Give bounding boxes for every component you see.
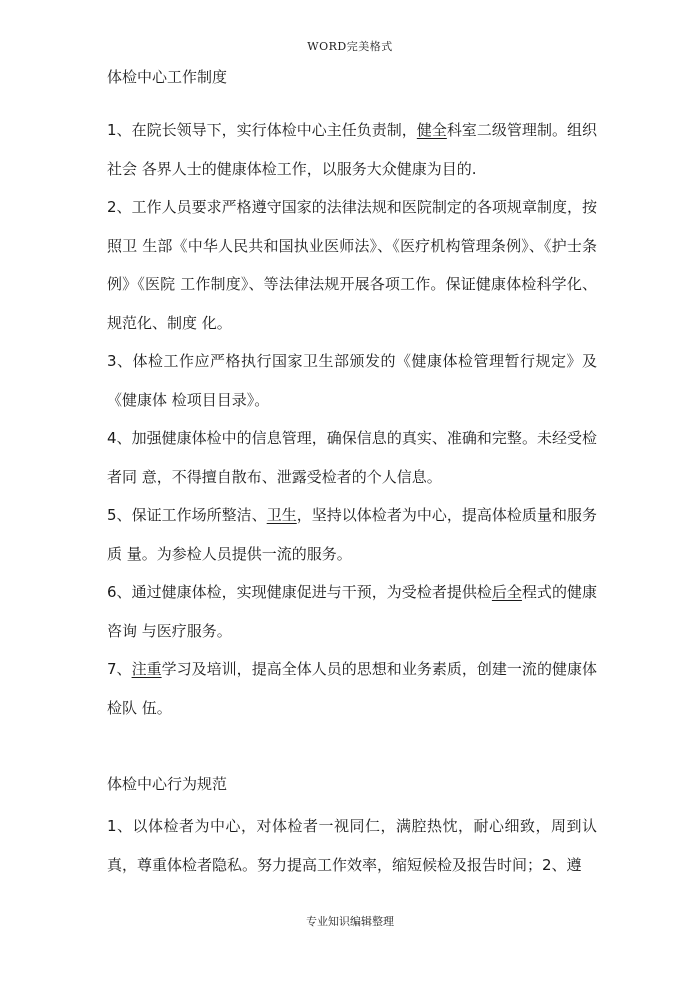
paragraph-item <box>107 573 597 650</box>
text-segment: 科室二级管理制。组织社会 各界人士的健康体检工作，以服务大众健康为目的. <box>107 121 597 178</box>
text-segment: 4、加强健康体检中的信息管理，确保信息的真实、准确和完整。未经受检者同 意，不得擅自散布、泄露受检者的个人信息。 <box>107 429 597 486</box>
paragraph-item <box>107 496 597 573</box>
paragraph-item <box>107 807 597 884</box>
text-segment: 程式的健康咨询 与医疗服务。 <box>107 583 597 640</box>
paragraph-item <box>107 111 597 188</box>
paragraph-item <box>107 342 597 419</box>
paragraph-item <box>107 419 597 496</box>
underlined-text: 后全 <box>491 583 522 601</box>
work-rules-list <box>107 111 597 727</box>
section-title-conduct-rules: 体检中心行为规范 <box>107 775 228 793</box>
paragraph-item <box>107 188 597 342</box>
text-segment: 2、工作人员要求严格遵守国家的法律法规和医院制定的各项规章制度，按照卫 生部《中华人民共和国执业医师法》、《医疗机构管理条例》、《护士条例》《医院 工作制度》、等法律法规开展各项工作。保证健康体检科学化、规范化、制度 化。 <box>107 198 597 332</box>
underlined-text: 注重 <box>131 660 162 678</box>
text-segment: 1、以体检者为中心，对体检者一视同仁，满腔热忱，耐心细致，周到认真，尊重体检者隐私。努力提高工作效率，缩短候检及报告时间；2、遵 <box>107 817 597 874</box>
section-title-work-rules: 体检中心工作制度 <box>107 68 228 86</box>
paragraph-item <box>107 650 597 727</box>
text-segment: ，坚持以体检者为中心，提高体检质量和服务质 量。为参检人员提供一流的服务。 <box>107 506 597 563</box>
text-segment: 学习及培训，提高全体人员的思想和业务素质，创建一流的健康体检队 伍。 <box>107 660 597 717</box>
text-segment: 5、保证工作场所整洁、 <box>107 506 267 524</box>
conduct-rules-list <box>107 807 597 884</box>
text-segment: 7、 <box>107 660 132 678</box>
page-footer: 专业知识编辑整理 <box>306 915 394 928</box>
underlined-text: 健全 <box>416 121 447 139</box>
text-segment: 6、通过健康体检，实现健康促进与干预，为受检者提供检 <box>107 583 492 601</box>
text-segment: 3、体检工作应严格执行国家卫生部颁发的《健康体检管理暂行规定》及《健康体 检项目目录》。 <box>107 352 597 409</box>
text-segment: 1、在院长领导下，实行体检中心主任负责制， <box>107 121 417 139</box>
document-body <box>107 64 597 884</box>
page-header: WORD完美格式 <box>307 40 393 53</box>
underlined-text: 卫生 <box>266 506 297 524</box>
